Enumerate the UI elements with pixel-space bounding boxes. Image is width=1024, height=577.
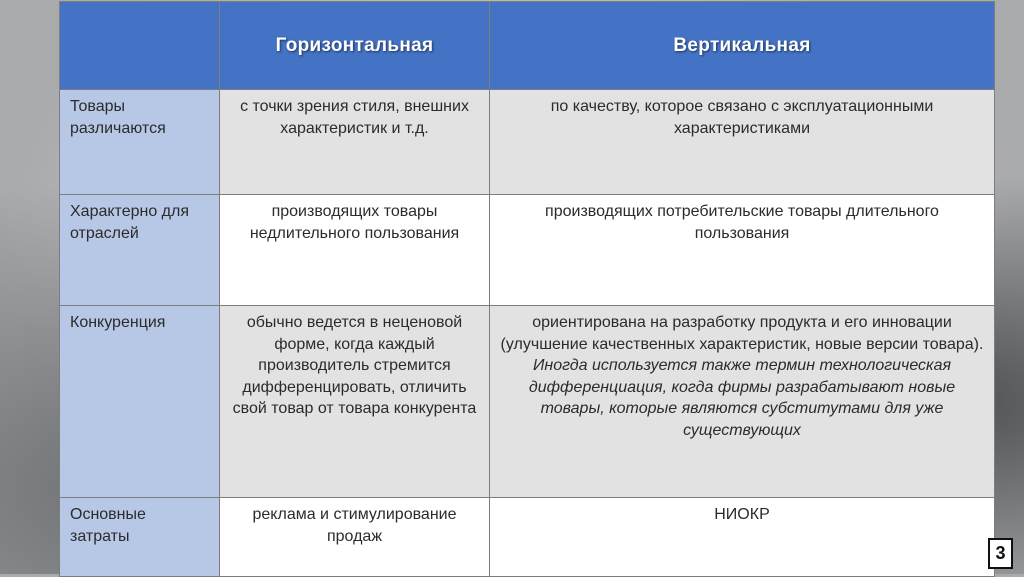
vertical-italic-text: Иногда используется также термин технологическая дифференциация, когда фирмы разрабатывают новые товары, которые являются субститутами для уже существующих: [528, 357, 956, 439]
horizontal-cell: [220, 195, 490, 306]
horizontal-text: обычно ведется в неценовой форме, когда каждый производитель стремится дифференцировать, отличить свой товар от товара конкурента: [232, 314, 477, 417]
row-label: Конкуренция: [70, 314, 166, 331]
vertical-text: ориентирована на разработку продукта и его инновации (улучшение качественных характеристик, новые версии товара).: [500, 314, 984, 353]
horizontal-cell: [220, 498, 490, 577]
horizontal-text: реклама и стимулирование продаж: [252, 506, 457, 545]
header-row: [60, 2, 995, 90]
vertical-text-block: [490, 306, 994, 441]
horizontal-text: производящих товары недлительного пользования: [249, 203, 460, 242]
comparison-table: [59, 1, 995, 577]
table-row: [60, 195, 995, 306]
row-label: Основные затраты: [70, 506, 146, 545]
row-label: Характерно для отраслей: [70, 203, 190, 242]
horizontal-cell: [220, 306, 490, 498]
header-empty-cell: [60, 2, 220, 90]
vertical-cell: [490, 498, 995, 577]
horizontal-text: с точки зрения стиля, внешних характеристик и т.д.: [240, 98, 469, 137]
row-label-cell: [60, 498, 220, 577]
row-label-cell: [60, 306, 220, 498]
vertical-text: по качеству, которое связано с эксплуатационными характеристиками: [550, 98, 934, 137]
vertical-cell: [490, 306, 995, 498]
row-label: Товары различаются: [70, 98, 166, 137]
header-horizontal: Горизонтальная: [220, 2, 490, 90]
vertical-cell: [490, 195, 995, 306]
table-row: [60, 90, 995, 195]
header-vertical: Вертикальная: [490, 2, 995, 90]
vertical-text: НИОКР: [714, 506, 770, 523]
vertical-text: производящих потребительские товары длительного пользования: [545, 203, 939, 242]
horizontal-cell: [220, 90, 490, 195]
vertical-cell: [490, 90, 995, 195]
row-label-cell: [60, 195, 220, 306]
table-row: [60, 498, 995, 577]
table-row: [60, 306, 995, 498]
row-label-cell: [60, 90, 220, 195]
page-number: 3: [988, 538, 1013, 569]
